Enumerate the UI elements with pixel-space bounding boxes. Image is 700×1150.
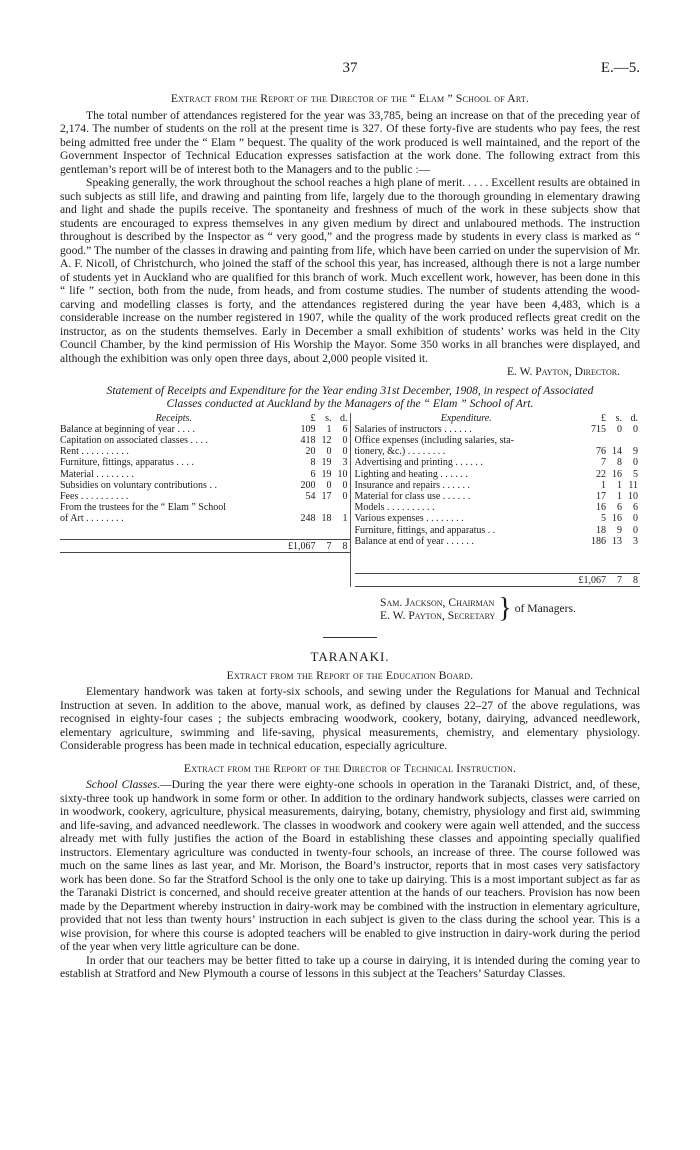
receipts-total-row	[60, 539, 350, 553]
receipts-pence: 6	[342, 423, 348, 435]
receipts-pence: 0	[342, 479, 348, 491]
expenditure-row	[355, 491, 641, 502]
expenditure-label: Various expenses . . . . . . . .	[354, 513, 464, 525]
receipts-label: Capitation on associated classes . . . .	[60, 434, 209, 446]
expenditure-shillings	[606, 435, 622, 446]
expenditure-amount	[578, 536, 640, 547]
receipts-pounds: 248	[300, 513, 316, 525]
expenditure-label: Salaries of instructors . . . . . .	[354, 423, 472, 435]
receipts-label: Subsidies on voluntary contributions . .	[60, 479, 217, 491]
receipts-shillings: 18	[321, 513, 332, 525]
receipts-label: Rent . . . . . . . . . .	[60, 446, 129, 458]
receipts-rows	[60, 424, 350, 525]
expenditure-amount	[578, 435, 640, 446]
expenditure-shillings: 9	[617, 524, 622, 536]
expenditure-amount	[578, 525, 640, 536]
expenditure-header-row	[355, 413, 641, 424]
receipts-pounds: 54	[305, 490, 316, 502]
receipts-row	[60, 457, 350, 468]
pounds-header: £	[310, 412, 316, 424]
expenditure-row	[355, 525, 641, 536]
document-reference: E.—5.	[600, 60, 640, 76]
receipts-label: Balance at beginning of year . . . .	[60, 423, 195, 435]
expenditure-label: Balance at end of year . . . . . .	[354, 535, 474, 547]
shillings-header: s.	[615, 412, 622, 424]
receipts-row	[60, 435, 350, 446]
expenditure-shillings: 8	[617, 457, 622, 469]
shillings-header: s.	[325, 412, 332, 424]
expenditure-total-shillings: 7	[617, 574, 622, 586]
expenditure-pence	[622, 435, 638, 446]
receipts-pounds: 200	[300, 479, 316, 491]
receipts-amount	[288, 424, 350, 435]
expenditure-label: Material for class use . . . . . .	[354, 490, 471, 502]
receipts-pounds: 8	[310, 457, 316, 469]
pence-header: d.	[340, 412, 348, 424]
elam-paragraph-2: Speaking generally, the work throughout the school reaches a high plane of merit. . . . . Excellent results are obtained in such subjects as still life, and drawing and painting from life, largely due to the thorough grounding in elementary drawing and light and shade the pupils receive. The spontaneity and freshness of much of the work in these subjects show that students are encouraged to express themselves in any given medium by direct and unlaboured methods. The instruction throughout is described by the Inspector as “ very good,” and the progress made by students in every class is marked as “ good.” The number of the classes in drawing and painting from life, which have been carried on under the supervision of Mr. A. F. Nicoll, of Christchurch, who joined the staff of the school this year, has increased, although there is not a large number of students yet in Auckland who are qualified for this branch of work. Much excellent work, however, has been done in this “ life ” section, both from the nude, from heads, and from costume studies. The number of students attending the wood-carving and modelling classes is forty, and the attendances registered during the year have been 4,483, which is a considerable increase on the number registered in 1907, while the quality of the work produced reflects great credit on the instructor, as on the students themselves. Early in December a small exhibition of students’ works was held in the City Council Chamber, by the kind permission of His Worship the Mayor. Some 350 works in all branches were displayed, and although the exhibition was only open three days, about 2,000 people visited it.	[60, 176, 640, 365]
receipts-pounds: 20	[305, 446, 316, 458]
director-paragraph	[60, 778, 640, 954]
page-header	[0, 60, 700, 80]
receipts-pounds: 418	[300, 434, 316, 446]
receipts-row	[60, 469, 350, 480]
receipts-total-pounds: £1,067	[288, 540, 316, 552]
receipts-total-shillings: 7	[326, 540, 332, 552]
expenditure-shillings: 16	[612, 513, 622, 525]
receipts-shillings: 1	[326, 423, 332, 435]
statement-signers	[380, 595, 640, 623]
statement-title	[60, 384, 640, 411]
expenditure-amount	[578, 491, 640, 502]
receipts-amount	[288, 435, 350, 446]
receipts-header-row	[60, 413, 350, 424]
expenditure-shillings: 1	[617, 479, 622, 491]
expenditure-pounds: 1	[601, 479, 606, 491]
receipts-pence: 0	[342, 434, 348, 446]
receipts-row	[60, 502, 350, 513]
expenditure-row	[355, 435, 641, 446]
expenditure-pounds: 16	[596, 502, 606, 514]
expenditure-total-pence: 8	[633, 574, 638, 586]
expenditure-row	[355, 502, 641, 513]
section-divider	[323, 637, 377, 638]
receipts-pence: 0	[342, 446, 348, 458]
expenditure-total-row	[355, 573, 641, 587]
expenditure-shillings: 0	[617, 423, 622, 435]
expenditure-amount	[578, 513, 640, 524]
expenditure-amount	[578, 424, 640, 435]
receipts-pence: 10	[337, 468, 348, 480]
receipts-shillings: 19	[321, 457, 332, 469]
expenditure-shillings: 16	[612, 468, 622, 480]
expenditure-row	[355, 536, 641, 547]
page-number: 37	[342, 60, 358, 76]
receipts-shillings: 0	[326, 479, 332, 491]
receipts-amount	[288, 446, 350, 457]
receipts-pounds	[288, 502, 316, 513]
signer-secretary: E. W. Payton, Secretary	[380, 609, 496, 623]
page-content	[60, 92, 640, 981]
pounds-header: £	[601, 412, 606, 424]
receipts-shillings: 12	[321, 434, 332, 446]
receipts-shillings: 19	[321, 468, 332, 480]
expenditure-label: Lighting and heating . . . . . .	[354, 468, 468, 480]
elam-paragraph-1: The total number of attendances registered for the year was 33,785, being an increase on that of the preceding year of 2,174. The number of students on the roll at the present time is 327. Of these forty-five are students who pay fees, the rest being admitted free under the “ Elam ” bequest. The quality of the work produced is well maintained, and the report of the Government Inspector of Technical Education expresses satisfaction at the work done. The following extract from this gentleman’s report will be of interest both to the Managers and to the public :—	[60, 108, 640, 176]
signer-names	[380, 596, 495, 623]
receipts-pence: 1	[342, 513, 348, 525]
receipts-label: Fees . . . . . . . . . .	[60, 490, 129, 502]
taranaki-title: TARANAKI.	[310, 649, 390, 665]
expenditure-row	[355, 469, 641, 480]
receipts-header: Receipts.	[155, 412, 192, 424]
expenditure-rows	[355, 424, 641, 547]
expenditure-amount	[578, 480, 640, 491]
currency-header	[578, 413, 640, 424]
expenditure-shillings: 13	[612, 535, 622, 547]
expenditure-label: Office expenses (including salaries, sta-	[354, 434, 514, 446]
expenditure-label: Models . . . . . . . . . .	[354, 502, 435, 514]
expenditure-row	[355, 424, 641, 435]
receipts-label: From the trustees for the “ Elam ” School	[60, 502, 227, 514]
receipts-row	[60, 446, 350, 457]
receipts-pence	[332, 502, 348, 513]
expenditure-pounds: 715	[591, 423, 606, 435]
expenditure-pounds: 5	[601, 513, 606, 525]
receipts-pounds: 6	[310, 468, 316, 480]
receipts-label: Furniture, fittings, apparatus . . . .	[60, 457, 194, 469]
receipts-column	[60, 413, 350, 588]
expenditure-pence: 0	[633, 423, 638, 435]
receipts-shillings: 0	[326, 446, 332, 458]
receipts-row	[60, 513, 350, 524]
expenditure-pence: 11	[628, 479, 638, 491]
board-heading: Extract from the Report of the Education Board.	[226, 668, 474, 682]
expenditure-pounds: 18	[596, 524, 606, 536]
expenditure-pence: 3	[633, 535, 638, 547]
receipts-total-pence: 8	[342, 540, 348, 552]
expenditure-pounds	[578, 435, 606, 446]
receipts-amount	[288, 491, 350, 502]
expenditure-pence: 6	[633, 502, 638, 514]
expenditure-shillings: 1	[617, 490, 622, 502]
expenditure-label: tionery, &c.) . . . . . . . .	[354, 446, 446, 458]
expenditure-pounds: 17	[596, 490, 606, 502]
expenditure-header: Expenditure.	[440, 412, 492, 424]
receipts-shillings: 17	[321, 490, 332, 502]
right-brace: }	[498, 593, 512, 625]
expenditure-total-pounds: £1,067	[578, 574, 606, 586]
director-heading: Extract from the Report of the Director of Technical Instruction.	[183, 761, 517, 775]
receipts-amount	[288, 469, 350, 480]
expenditure-row	[355, 480, 641, 491]
expenditure-pounds: 22	[596, 468, 606, 480]
expenditure-pence: 10	[628, 490, 638, 502]
elam-signoff: E. W. Payton, Director.	[506, 365, 620, 378]
school-classes-label: School Classes.	[86, 778, 160, 792]
expenditure-shillings: 14	[612, 446, 622, 458]
expenditure-pence: 9	[633, 446, 638, 458]
receipts-row	[60, 480, 350, 491]
receipts-amount	[288, 457, 350, 468]
expenditure-pence: 0	[633, 513, 638, 525]
receipts-shillings	[316, 502, 332, 513]
receipts-amount	[288, 480, 350, 491]
statement-title-line-1: Statement of Receipts and Expenditure for the Year ending 31st December, 1908, in respect of Associated	[106, 383, 594, 397]
expenditure-shillings: 6	[617, 502, 622, 514]
expenditure-pounds: 76	[596, 446, 606, 458]
expenditure-row	[355, 446, 641, 457]
expenditure-label: Furniture, fittings, and apparatus . .	[354, 524, 496, 536]
board-paragraph: Elementary handwork was taken at forty-six schools, and sewing under the Regulations for Manual and Technical Instruction at seven. In addition to the above, manual work, as defined by clauses 22–27 of the above regulations, was recognised in eighty-four cases ; the subjects embracing woodwork, cookery, botany, dairying, advanced needlework, elementary agriculture, swimming and life-saving, physical measurements, chemistry, and elementary physiology. Considerable progress has been made in technical education, especially agriculture.	[60, 685, 640, 753]
receipts-pence: 3	[342, 457, 348, 469]
signer-chairman: Sam. Jackson, Chairman	[380, 595, 495, 609]
expenditure-pence: 0	[633, 457, 638, 469]
statement-table	[60, 413, 640, 588]
expenditure-label: Insurance and repairs . . . . . .	[354, 479, 471, 491]
receipts-row	[60, 491, 350, 502]
receipts-pence: 0	[342, 490, 348, 502]
pence-header: d.	[630, 412, 638, 424]
expenditure-pounds: 186	[591, 535, 606, 547]
expenditure-amount	[578, 457, 640, 468]
expenditure-pence: 5	[633, 468, 638, 480]
receipts-amount	[288, 513, 350, 524]
expenditure-label: Advertising and printing . . . . . .	[354, 457, 483, 469]
receipts-label: Material . . . . . . . .	[60, 468, 134, 480]
expenditure-amount	[578, 502, 640, 513]
expenditure-pounds: 7	[601, 457, 606, 469]
receipts-amount	[288, 502, 350, 513]
expenditure-amount	[578, 469, 640, 480]
director-paragraph-text: —During the year there were eighty-one schools in operation in the Taranaki District, and, of these, sixty-three took up handwork in some form or other. In addition to the ordinary handwork subjects, classes were carried on in woodwork, cookery, agriculture, physical measurements, dairying, botany, chemistry, physiology and first aid, swimming and life-saving, and advanced needlework. The classes in woodwork and cookery were again well attended, and the success already met with fully justifies the action of the Board in establishing these classes and appointing specially qualified instructors. Elementary agriculture was conducted in twenty-four schools, an increase of three. The course followed was much on the same lines as last year, and Mr. Morison, the Board’s instructor, reports that in most cases very satisfactory work has been done. So far the Stratford School is the only one to take up dairying. This is a most important subject as far as the Taranaki District is concerned, and should receive greater attention at the hands of our teachers. Provision has now been made by the Department whereby instruction in dairy-work may be combined with the instruction in elementary agriculture, provided that not less than twenty hours’ instruction in each subject is given to the class during the school year. This is a wise provision, for where this course is adopted teachers will be enabled to give instruction in dairy-work during the period of the year when very little agriculture can be done.	[60, 778, 640, 954]
receipts-pounds: 109	[300, 423, 316, 435]
expenditure-column	[350, 413, 641, 588]
receipts-label: of Art . . . . . . . .	[60, 513, 124, 525]
expenditure-row	[355, 513, 641, 524]
elam-heading: Extract from the Report of the Director of the “ Elam ” School of Art.	[170, 92, 530, 105]
statement-title-line-2: Classes conducted at Auckland by the Managers of the “ Elam ” School of Art.	[166, 397, 534, 410]
signers-role: of Managers.	[514, 602, 576, 616]
expenditure-amount	[578, 446, 640, 457]
receipts-row	[60, 424, 350, 435]
currency-header	[288, 413, 350, 424]
expenditure-pence: 0	[633, 524, 638, 536]
final-paragraph: In order that our teachers may be better fitted to take up a course in dairying, it is intended during the coming year to establish at Stratford and New Plymouth a course of lessons in this subject at the Teachers’ Saturday Classes.	[60, 953, 640, 981]
expenditure-row	[355, 457, 641, 468]
